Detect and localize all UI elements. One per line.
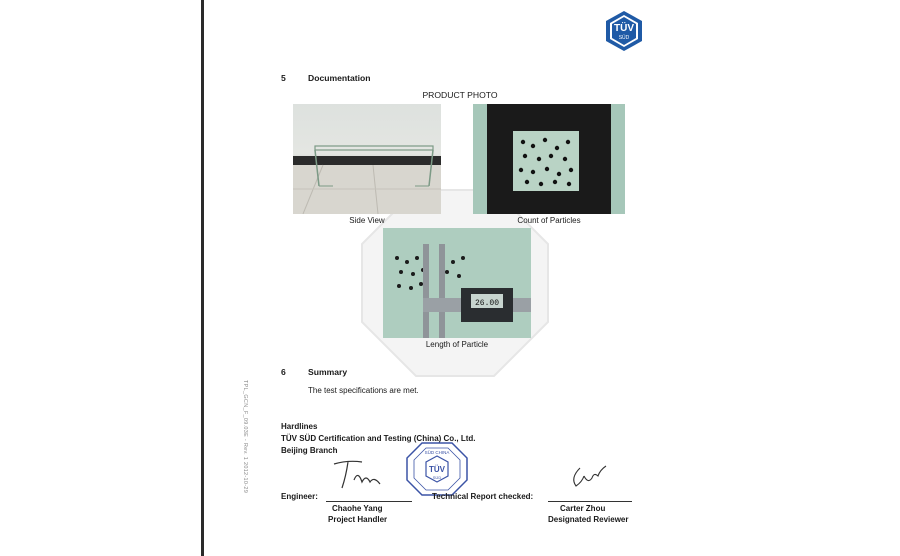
section-6-title: Summary — [308, 367, 348, 377]
reviewer-role: Designated Reviewer — [548, 515, 629, 524]
summary-text: The test specifications are met. — [308, 386, 419, 395]
tuv-logo-subtext: SÜD — [618, 35, 630, 41]
reviewer-signature — [566, 460, 610, 492]
certification-stamp — [406, 442, 468, 496]
count-particles-image — [473, 104, 625, 214]
product-photo-heading: PRODUCT PHOTO — [422, 90, 498, 100]
page-left-edge — [201, 0, 204, 556]
engineer-role: Project Handler — [328, 515, 388, 524]
section-5-title: Documentation — [308, 73, 371, 83]
stamp-bottom-text: SÜD — [432, 475, 442, 480]
tuv-logo-text: TÜV — [614, 23, 634, 34]
section-5-number: 5 — [281, 73, 286, 83]
reviewer-name: Carter Zhou — [560, 504, 606, 513]
count-particles-caption: Count of Particles — [517, 216, 581, 225]
caliper-reading: 26.00 — [474, 299, 500, 308]
section-6-number: 6 — [281, 367, 286, 377]
company-line-1: Hardlines — [281, 422, 318, 431]
stamp-center-text: TÜV — [429, 465, 445, 474]
side-view-image — [293, 104, 441, 214]
length-particle-image — [383, 228, 531, 338]
technical-report-checked-label: Technical Report checked: — [432, 492, 534, 501]
side-view-photo — [293, 104, 441, 214]
count-particles-photo — [473, 104, 625, 214]
engineer-signature — [328, 456, 388, 492]
engineer-signature-line — [326, 501, 412, 502]
tuv-logo — [604, 10, 644, 52]
stamp-top-text: SÜD CHINA — [424, 450, 450, 455]
engineer-name: Chaohe Yang — [332, 504, 383, 513]
template-side-note: TPL_GCN_F_09.03E - Rev. 1 2012-10-29 — [242, 380, 248, 494]
length-particle-caption: Length of Particle — [425, 340, 489, 349]
company-line-2: TÜV SÜD Certification and Testing (China) Co., Ltd. — [281, 434, 476, 443]
length-particle-photo — [383, 228, 531, 338]
side-view-caption: Side View — [349, 216, 385, 225]
reviewer-signature-line — [548, 501, 632, 502]
engineer-label: Engineer: — [281, 492, 318, 501]
company-line-3: Beijing Branch — [281, 446, 338, 455]
